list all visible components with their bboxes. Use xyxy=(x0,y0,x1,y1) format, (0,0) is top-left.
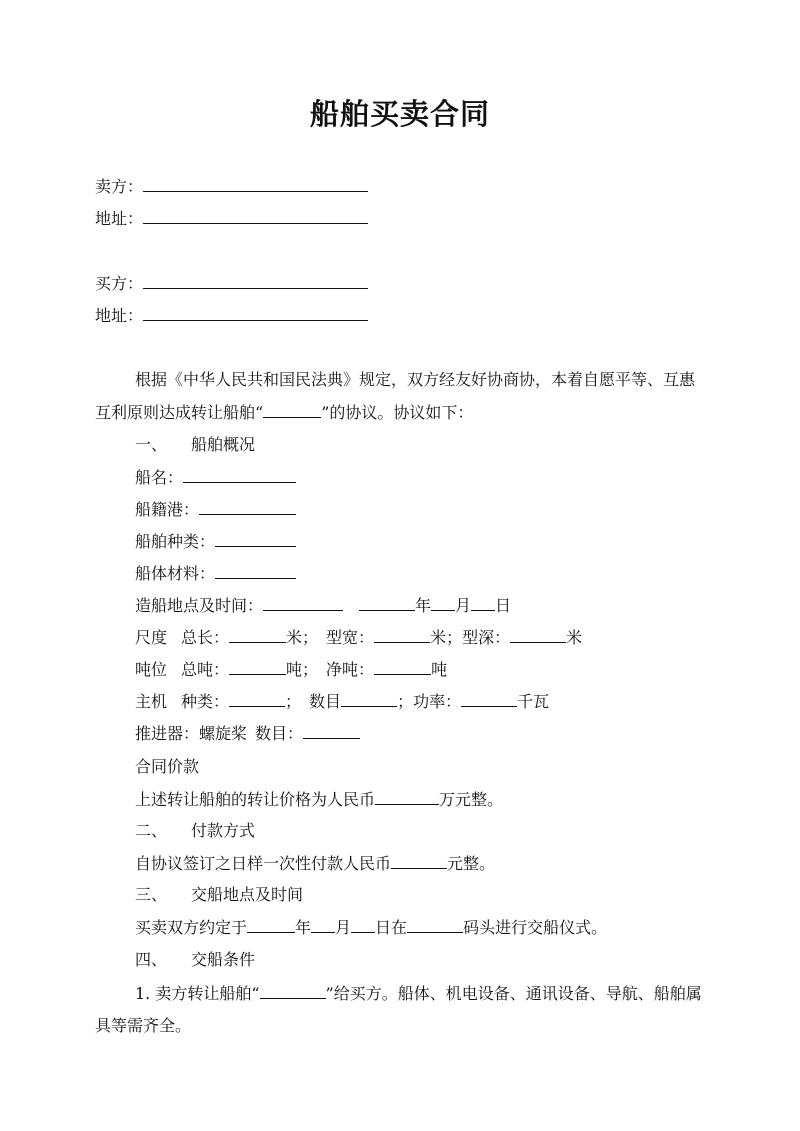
intro-line-2 xyxy=(95,402,473,423)
section2-num: 二、 xyxy=(135,821,168,840)
buyer-label: 买方： xyxy=(95,274,144,293)
section3-num: 三、 xyxy=(135,885,168,904)
hull-material-blank[interactable] xyxy=(215,563,296,579)
propeller-label: 推进器：螺旋桨 xyxy=(135,724,248,743)
document-title: 船舶买卖合同 xyxy=(309,97,490,131)
main-engine-label: 主机 xyxy=(135,692,168,711)
ship-name-blank-intro[interactable] xyxy=(263,402,321,418)
section2-heading xyxy=(135,821,255,841)
total-length-label: 总长： xyxy=(181,628,230,647)
delivery-day-label: 日在 xyxy=(375,918,408,937)
delivery-line xyxy=(135,917,607,938)
price-prefix: 上述转让船舶的转让价格为人民币 xyxy=(135,790,376,809)
hull-material-line xyxy=(135,563,296,584)
kind-label: 种类： xyxy=(181,692,230,711)
condition-item-1 xyxy=(135,983,702,1004)
seller-address-line xyxy=(95,208,368,229)
condition-suffix: ”给买方。船体、机电设备、通讯设备、导航、船舶属 xyxy=(325,984,702,1003)
delivery-month-label: 月 xyxy=(335,918,352,937)
engine-count-blank[interactable] xyxy=(341,691,397,707)
section4-num: 四、 xyxy=(135,950,168,969)
registry-port-label: 船籍港： xyxy=(135,500,200,519)
engine-kind-blank[interactable] xyxy=(229,691,285,707)
condition-prefix: 1. 卖方转让船舶“ xyxy=(135,984,260,1003)
section1-title: 船舶概况 xyxy=(191,435,256,454)
section3-heading xyxy=(135,885,303,905)
meter2-label: 米；型深： xyxy=(430,628,511,647)
net-ton-label: 净吨： xyxy=(326,660,375,679)
buyer-address-blank[interactable] xyxy=(143,305,368,321)
ship-name-blank[interactable] xyxy=(183,467,296,483)
build-month-blank[interactable] xyxy=(431,595,455,611)
gross-ton-blank[interactable] xyxy=(229,659,286,675)
registry-port-blank[interactable] xyxy=(199,499,296,515)
month-label: 月 xyxy=(455,596,472,615)
build-day-blank[interactable] xyxy=(471,595,495,611)
net-ton-blank[interactable] xyxy=(374,659,431,675)
delivery-dock-blank[interactable] xyxy=(407,917,463,933)
seller-label: 卖方： xyxy=(95,177,144,196)
main-engine-line xyxy=(135,691,549,712)
section4-title: 交船条件 xyxy=(191,950,256,969)
price-suffix: 万元整。 xyxy=(439,790,504,809)
build-place-blank[interactable] xyxy=(263,595,343,611)
dimension-line xyxy=(135,627,582,648)
buyer-address-label: 地址： xyxy=(95,306,144,325)
build-place-time-line xyxy=(135,595,511,616)
ton2-label: 吨 xyxy=(431,660,448,679)
intro-line-1: 根据《中华人民共和国民法典》规定，双方经友好协商协，本着自愿平等、互惠 xyxy=(135,370,696,389)
meter3-label: 米 xyxy=(566,628,583,647)
molded-depth-blank[interactable] xyxy=(510,627,566,643)
seller-line xyxy=(95,176,368,197)
year-label: 年 xyxy=(415,596,432,615)
build-year-blank[interactable] xyxy=(359,595,415,611)
tonnage-line xyxy=(135,659,447,680)
payment-line xyxy=(135,853,495,874)
hull-material-label: 船体材料： xyxy=(135,564,216,583)
ship-name-line xyxy=(135,467,296,488)
price-blank[interactable] xyxy=(375,789,439,805)
section1-num: 一、 xyxy=(135,435,168,454)
ton1-label: 吨； xyxy=(286,660,319,679)
ship-name-label: 船名： xyxy=(135,468,184,487)
semicolon-label: ； xyxy=(285,692,302,711)
build-place-time-label: 造船地点及时间： xyxy=(135,596,264,615)
payment-suffix: 元整。 xyxy=(447,854,496,873)
seller-address-blank[interactable] xyxy=(143,208,368,224)
meter1-label: 米； xyxy=(286,628,319,647)
section4-heading xyxy=(135,950,255,970)
intro-suffix: ”的协议。协议如下： xyxy=(321,403,474,422)
propeller-line xyxy=(135,723,360,744)
seller-blank[interactable] xyxy=(143,176,368,192)
section1-heading xyxy=(135,435,255,455)
condition-item-1-cont: 具等需齐全。 xyxy=(95,1016,192,1035)
day-label: 日 xyxy=(495,596,512,615)
section2-title: 付款方式 xyxy=(191,821,256,840)
power-label: ；功率： xyxy=(397,692,462,711)
intro-prefix: 互利原则达成转让船舶“ xyxy=(95,403,264,422)
delivery-suffix: 码头进行交船仪式。 xyxy=(463,918,608,937)
payment-blank[interactable] xyxy=(391,853,447,869)
seller-address-label: 地址： xyxy=(95,209,144,228)
delivery-year-blank[interactable] xyxy=(247,917,295,933)
section3-title: 交船地点及时间 xyxy=(191,885,304,904)
molded-breadth-blank[interactable] xyxy=(374,627,430,643)
condition-ship-blank[interactable] xyxy=(260,983,326,999)
buyer-line xyxy=(95,273,368,294)
molded-breadth-label: 型宽： xyxy=(326,628,375,647)
price-line xyxy=(135,789,503,810)
payment-prefix: 自协议签订之日样一次性付款人民币 xyxy=(135,854,392,873)
delivery-day-blank[interactable] xyxy=(351,917,375,933)
tonnage-label: 吨位 xyxy=(135,660,168,679)
total-length-blank[interactable] xyxy=(229,627,286,643)
registry-port-line xyxy=(135,499,296,520)
propeller-count-blank[interactable] xyxy=(303,723,360,739)
dimension-label: 尺度 xyxy=(135,628,168,647)
engine-power-blank[interactable] xyxy=(461,691,517,707)
delivery-year-label: 年 xyxy=(295,918,312,937)
price-heading: 合同价款 xyxy=(135,757,200,776)
ship-type-label: 船舶种类： xyxy=(135,532,216,551)
buyer-address-line xyxy=(95,305,368,326)
delivery-month-blank[interactable] xyxy=(311,917,335,933)
kw-label: 千瓦 xyxy=(517,692,550,711)
count-label: 数目 xyxy=(309,692,342,711)
ship-type-blank[interactable] xyxy=(215,531,296,547)
delivery-prefix: 买卖双方约定于 xyxy=(135,918,248,937)
buyer-blank[interactable] xyxy=(143,273,368,289)
ship-type-line xyxy=(135,531,296,552)
gross-ton-label: 总吨： xyxy=(181,660,230,679)
propeller-count-label: 数目： xyxy=(255,724,304,743)
